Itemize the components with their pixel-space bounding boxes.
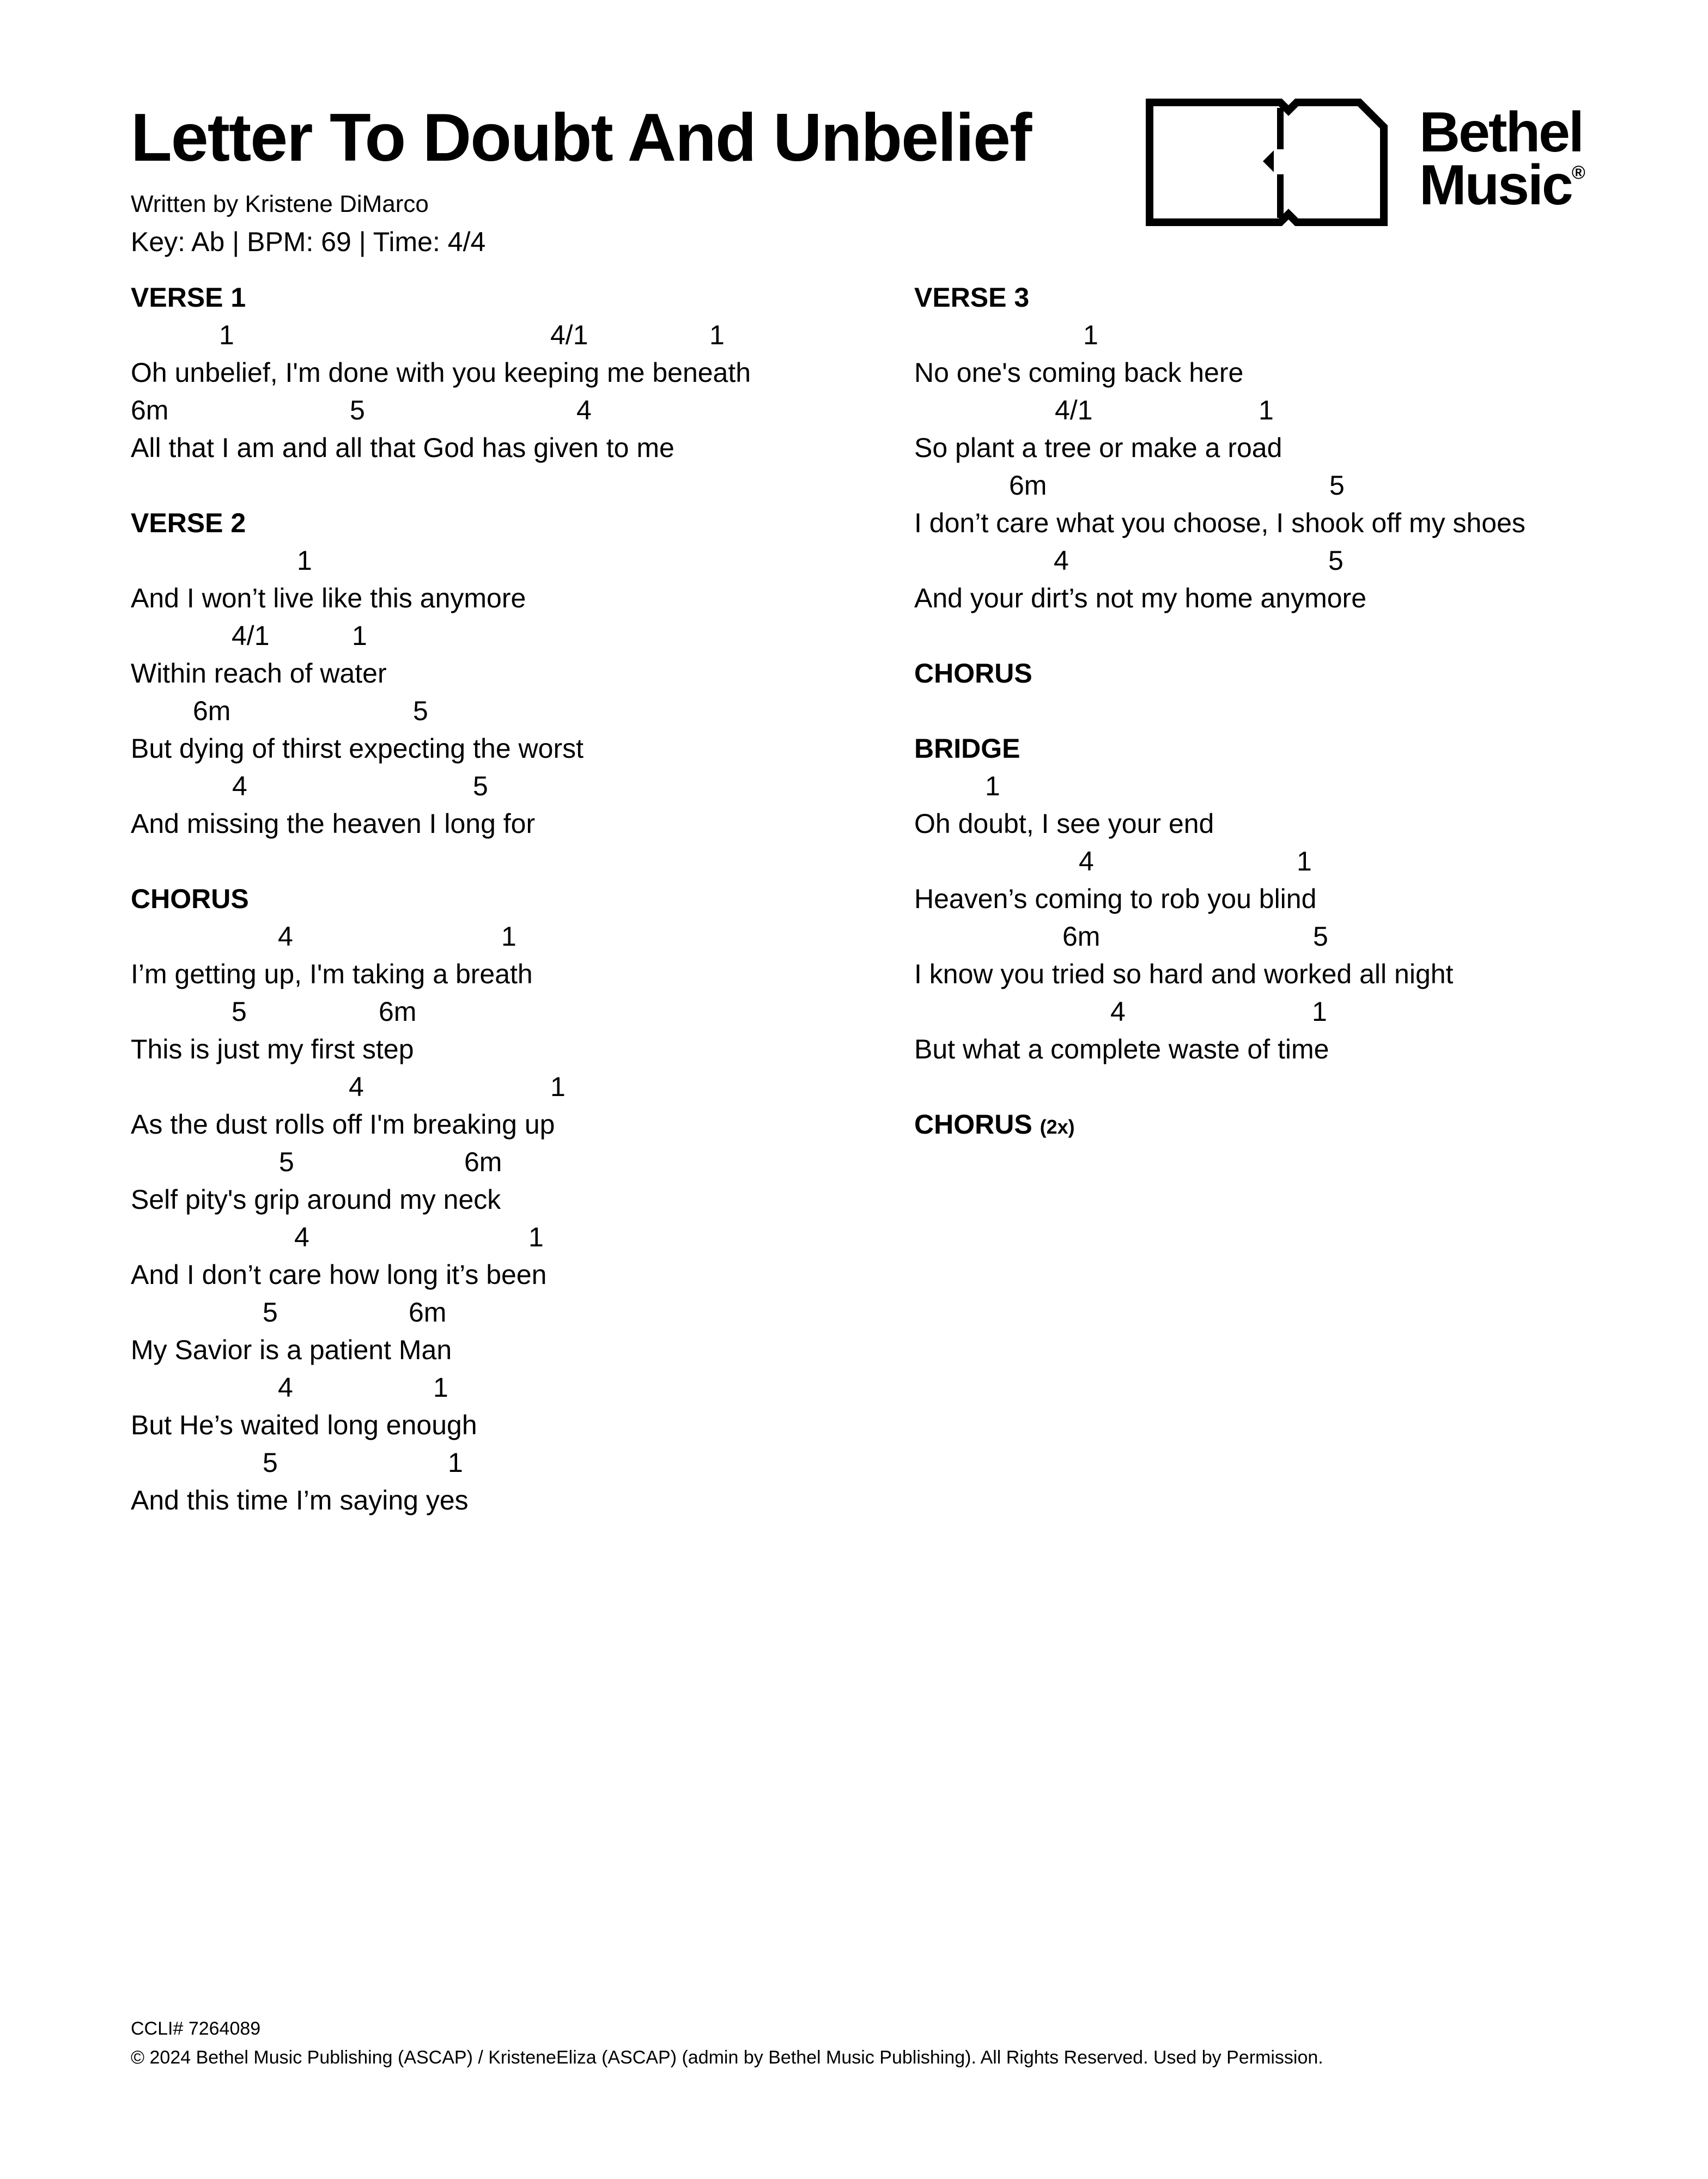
chord: 1: [433, 1372, 448, 1403]
section-verse-1: [131, 279, 904, 467]
chord: 1: [501, 921, 516, 952]
chord: 6m: [379, 996, 417, 1027]
logo-word-music: Music: [1419, 153, 1572, 217]
ccli-number: CCLI# 7264089: [131, 2018, 261, 2039]
section-heading: [914, 1106, 1688, 1143]
chord: 1: [1259, 395, 1274, 425]
lyric-line: Within reach of water: [131, 658, 387, 689]
chord: 1: [709, 320, 725, 350]
chord-line: [914, 542, 1688, 580]
lyric-line: And this time I’m saying yes: [131, 1485, 469, 1515]
chord-line: [131, 392, 904, 429]
chord: 4: [232, 771, 247, 801]
song-meta: Key: Ab | BPM: 69 | Time: 4/4: [131, 227, 486, 257]
chord: 5: [473, 771, 488, 801]
chord: 1: [550, 1072, 566, 1102]
chord: 5: [279, 1147, 294, 1177]
lyric-line: But what a complete waste of time: [914, 1034, 1329, 1064]
lyric-line: And your dirt’s not my home anymore: [914, 583, 1367, 613]
section-heading: VERSE 1: [131, 282, 246, 313]
copyright-notice: © 2024 Bethel Music Publishing (ASCAP) / KristeneEliza (ASCAP) (admin by Bethel Music Publishing). All Rights Reserved. Used by Permission.: [131, 2047, 1323, 2068]
chord-line: [914, 316, 1688, 354]
registered-mark: ®: [1571, 162, 1585, 183]
chord: 6m: [131, 395, 169, 425]
chord-line: [131, 768, 904, 805]
chord: 4: [278, 921, 293, 952]
chord-line: [131, 316, 904, 354]
song-title: Letter To Doubt And Unbelief: [131, 100, 1031, 175]
lyric-line: I don’t care what you choose, I shook off my shoes: [914, 508, 1525, 538]
chord-line: [914, 993, 1688, 1031]
chord: 4/1: [1055, 395, 1093, 425]
chord: 4/1: [550, 320, 588, 350]
section-verse-2: [131, 504, 904, 843]
chord: 1: [1297, 846, 1312, 877]
lyric-line: No one's coming back here: [914, 357, 1244, 388]
chord: 1: [528, 1222, 544, 1252]
chord-line: [131, 542, 904, 580]
songwriter-credit: Written by Kristene DiMarco: [131, 191, 429, 217]
chord-line: [914, 918, 1688, 955]
chord: 5: [1329, 470, 1345, 501]
chord-line: [914, 843, 1688, 880]
logo-mark-icon: [1144, 97, 1389, 228]
lyric-line: All that I am and all that God has given to me: [131, 433, 674, 463]
chord: 4: [1110, 996, 1126, 1027]
chord-line: [131, 1068, 904, 1106]
lyric-line: So plant a tree or make a road: [914, 433, 1282, 463]
logo-line-music: [1419, 153, 1585, 217]
lyric-line: This is just my first step: [131, 1034, 414, 1064]
lyric-line: Oh doubt, I see your end: [914, 808, 1214, 839]
chord: 6m: [193, 696, 231, 726]
chord: 1: [297, 545, 312, 576]
lyric-line: Self pity's grip around my neck: [131, 1184, 501, 1215]
lyric-line: But dying of thirst expecting the worst: [131, 733, 583, 764]
chord-line: [131, 1444, 904, 1482]
chord: 4: [278, 1372, 293, 1403]
chord: 6m: [1009, 470, 1047, 501]
section-bridge: [914, 730, 1688, 1068]
chord-line: [131, 1143, 904, 1181]
chord-line: [914, 768, 1688, 805]
chord-line: [131, 918, 904, 955]
chord-line: [914, 392, 1688, 429]
lyric-line: And I don’t care how long it’s been: [131, 1259, 547, 1290]
chord: 1: [352, 620, 367, 651]
logo-line-bethel: Bethel: [1419, 101, 1583, 164]
lyric-line: But He’s waited long enough: [131, 1410, 477, 1440]
chord: 6m: [1062, 921, 1101, 952]
section-heading: CHORUS: [914, 658, 1032, 689]
chord: 4: [576, 395, 592, 425]
section-verse-3: [914, 279, 1688, 617]
chord: 5: [263, 1297, 278, 1328]
chord: 6m: [464, 1147, 502, 1177]
chord: 5: [1328, 545, 1344, 576]
chord-line: [131, 993, 904, 1031]
chord: 1: [448, 1447, 463, 1478]
lyric-line: I know you tried so hard and worked all night: [914, 959, 1454, 989]
chord-line: [131, 617, 904, 655]
chord-line: [131, 1369, 904, 1407]
section-heading-text: CHORUS: [914, 1109, 1032, 1140]
chord: 5: [1313, 921, 1328, 952]
chord: 5: [232, 996, 247, 1027]
chord-line: [131, 1219, 904, 1256]
section-heading: CHORUS: [131, 884, 249, 914]
chord: 4: [294, 1222, 309, 1252]
chord: 4: [1079, 846, 1094, 877]
chord: 4/1: [232, 620, 270, 651]
chord: 1: [985, 771, 1000, 801]
repeat-note: (2x): [1040, 1116, 1075, 1138]
section-heading: VERSE 3: [914, 282, 1030, 313]
lyric-line: And I won’t live like this anymore: [131, 583, 526, 613]
lyric-line: As the dust rolls off I'm breaking up: [131, 1109, 555, 1140]
lyric-line: And missing the heaven I long for: [131, 808, 536, 839]
chord: 5: [350, 395, 365, 425]
lyric-line: I’m getting up, I'm taking a breath: [131, 959, 533, 989]
chord: 4: [349, 1072, 364, 1102]
chord-line: [131, 692, 904, 730]
chord: 5: [413, 696, 428, 726]
chord: 1: [1312, 996, 1327, 1027]
section-chorus-repeat: [914, 655, 1688, 692]
chord: 6m: [409, 1297, 447, 1328]
left-column: [131, 279, 904, 1557]
section-heading: BRIDGE: [914, 733, 1020, 764]
logo-wordmark: [1419, 101, 1585, 217]
chord: 5: [263, 1447, 278, 1478]
right-column: [914, 279, 1688, 1181]
chord-line: [914, 467, 1688, 504]
chord: 4: [1054, 545, 1069, 576]
lyric-line: My Savior is a patient Man: [131, 1335, 452, 1365]
lyric-line: Oh unbelief, I'm done with you keeping me beneath: [131, 357, 751, 388]
section-chorus-final: [914, 1106, 1688, 1143]
lyric-line: Heaven’s coming to rob you blind: [914, 884, 1317, 914]
chord-line: [131, 1294, 904, 1331]
section-heading: VERSE 2: [131, 508, 246, 538]
chord: 1: [1083, 320, 1098, 350]
chord: 1: [219, 320, 234, 350]
section-chorus: [131, 880, 904, 1519]
